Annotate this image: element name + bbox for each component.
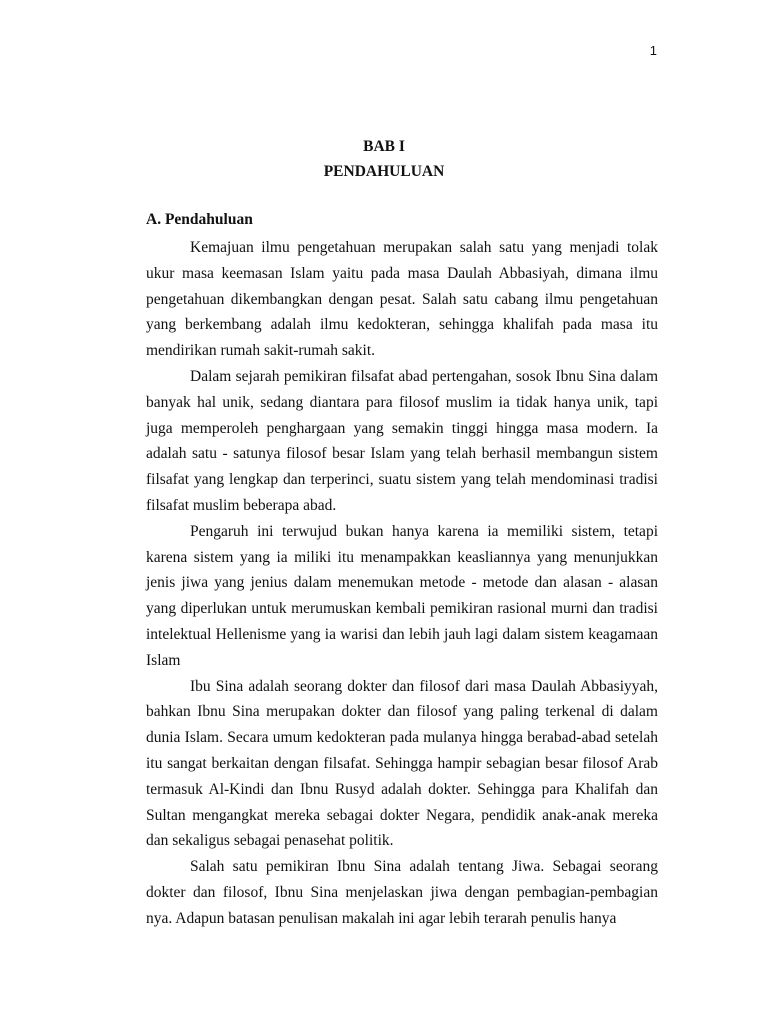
- body-text: [146, 235, 658, 932]
- chapter-title: PENDAHULUAN: [323, 163, 445, 180]
- paragraph: Salah satu pemikiran Ibnu Sina adalah tentang Jiwa. Sebagai seorang dokter dan filosof, Ibnu Sina menjelaskan jiwa dengan pembagian-pembagian nya. Adapun batasan penulisan makalah ini agar lebih terarah penulis hanya: [146, 858, 658, 927]
- section-title: A. Pendahuluan: [146, 211, 253, 228]
- chapter-label: BAB I: [363, 138, 405, 155]
- paragraph: Dalam sejarah pemikiran filsafat abad pertengahan, sosok Ibnu Sina dalam banyak hal unik, sedang diantara para filosof muslim ia tidak hanya unik, tapi juga memperoleh penghargaan yang semakin tinggi hingga masa modern. Ia adalah satu - satunya filosof besar Islam yang telah berhasil membangun sistem filsafat yang lengkap dan terperinci, suatu sistem yang telah mendominasi tradisi filsafat muslim beberapa abad.: [146, 367, 658, 514]
- page-number: 1: [649, 43, 657, 58]
- paragraph: Pengaruh ini terwujud bukan hanya karena ia memiliki sistem, tetapi karena sistem yang ia miliki itu menampakkan keasliannya yang menunjukkan jenis jiwa yang jenius dalam menemukan metode - metode dan alasan - alasan yang diperlukan untuk merumuskan kembali pemikiran rasional murni dan tradisi intelektual Hellenisme yang ia warisi dan lebih jauh lagi dalam sistem keagamaan Islam: [146, 522, 658, 669]
- paragraph: Kemajuan ilmu pengetahuan merupakan salah satu yang menjadi tolak ukur masa keemasan Islam yaitu pada masa Daulah Abbasiyah, dimana ilmu pengetahuan dikembangkan dengan pesat. Salah satu cabang ilmu pengetahuan yang berkembang adalah ilmu kedokteran, sehingga khalifah pada masa itu mendirikan rumah sakit-rumah sakit.: [146, 239, 658, 360]
- paragraph: Ibu Sina adalah seorang dokter dan filosof dari masa Daulah Abbasiyyah, bahkan Ibnu Sina merupakan dokter dan filosof yang paling terkenal di dalam dunia Islam. Secara umum kedokteran pada mulanya hingga berabad-abad setelah itu sangat berkaitan dengan filsafat. Sehingga hampir sebagian besar filosof Arab termasuk Al-Kindi dan Ibnu Rusyd adalah dokter. Sehingga para Khalifah dan Sultan mengangkat mereka sebagai dokter Negara, pendidik anak-anak mereka dan sekaligus sebagai penasehat politik.: [146, 677, 658, 850]
